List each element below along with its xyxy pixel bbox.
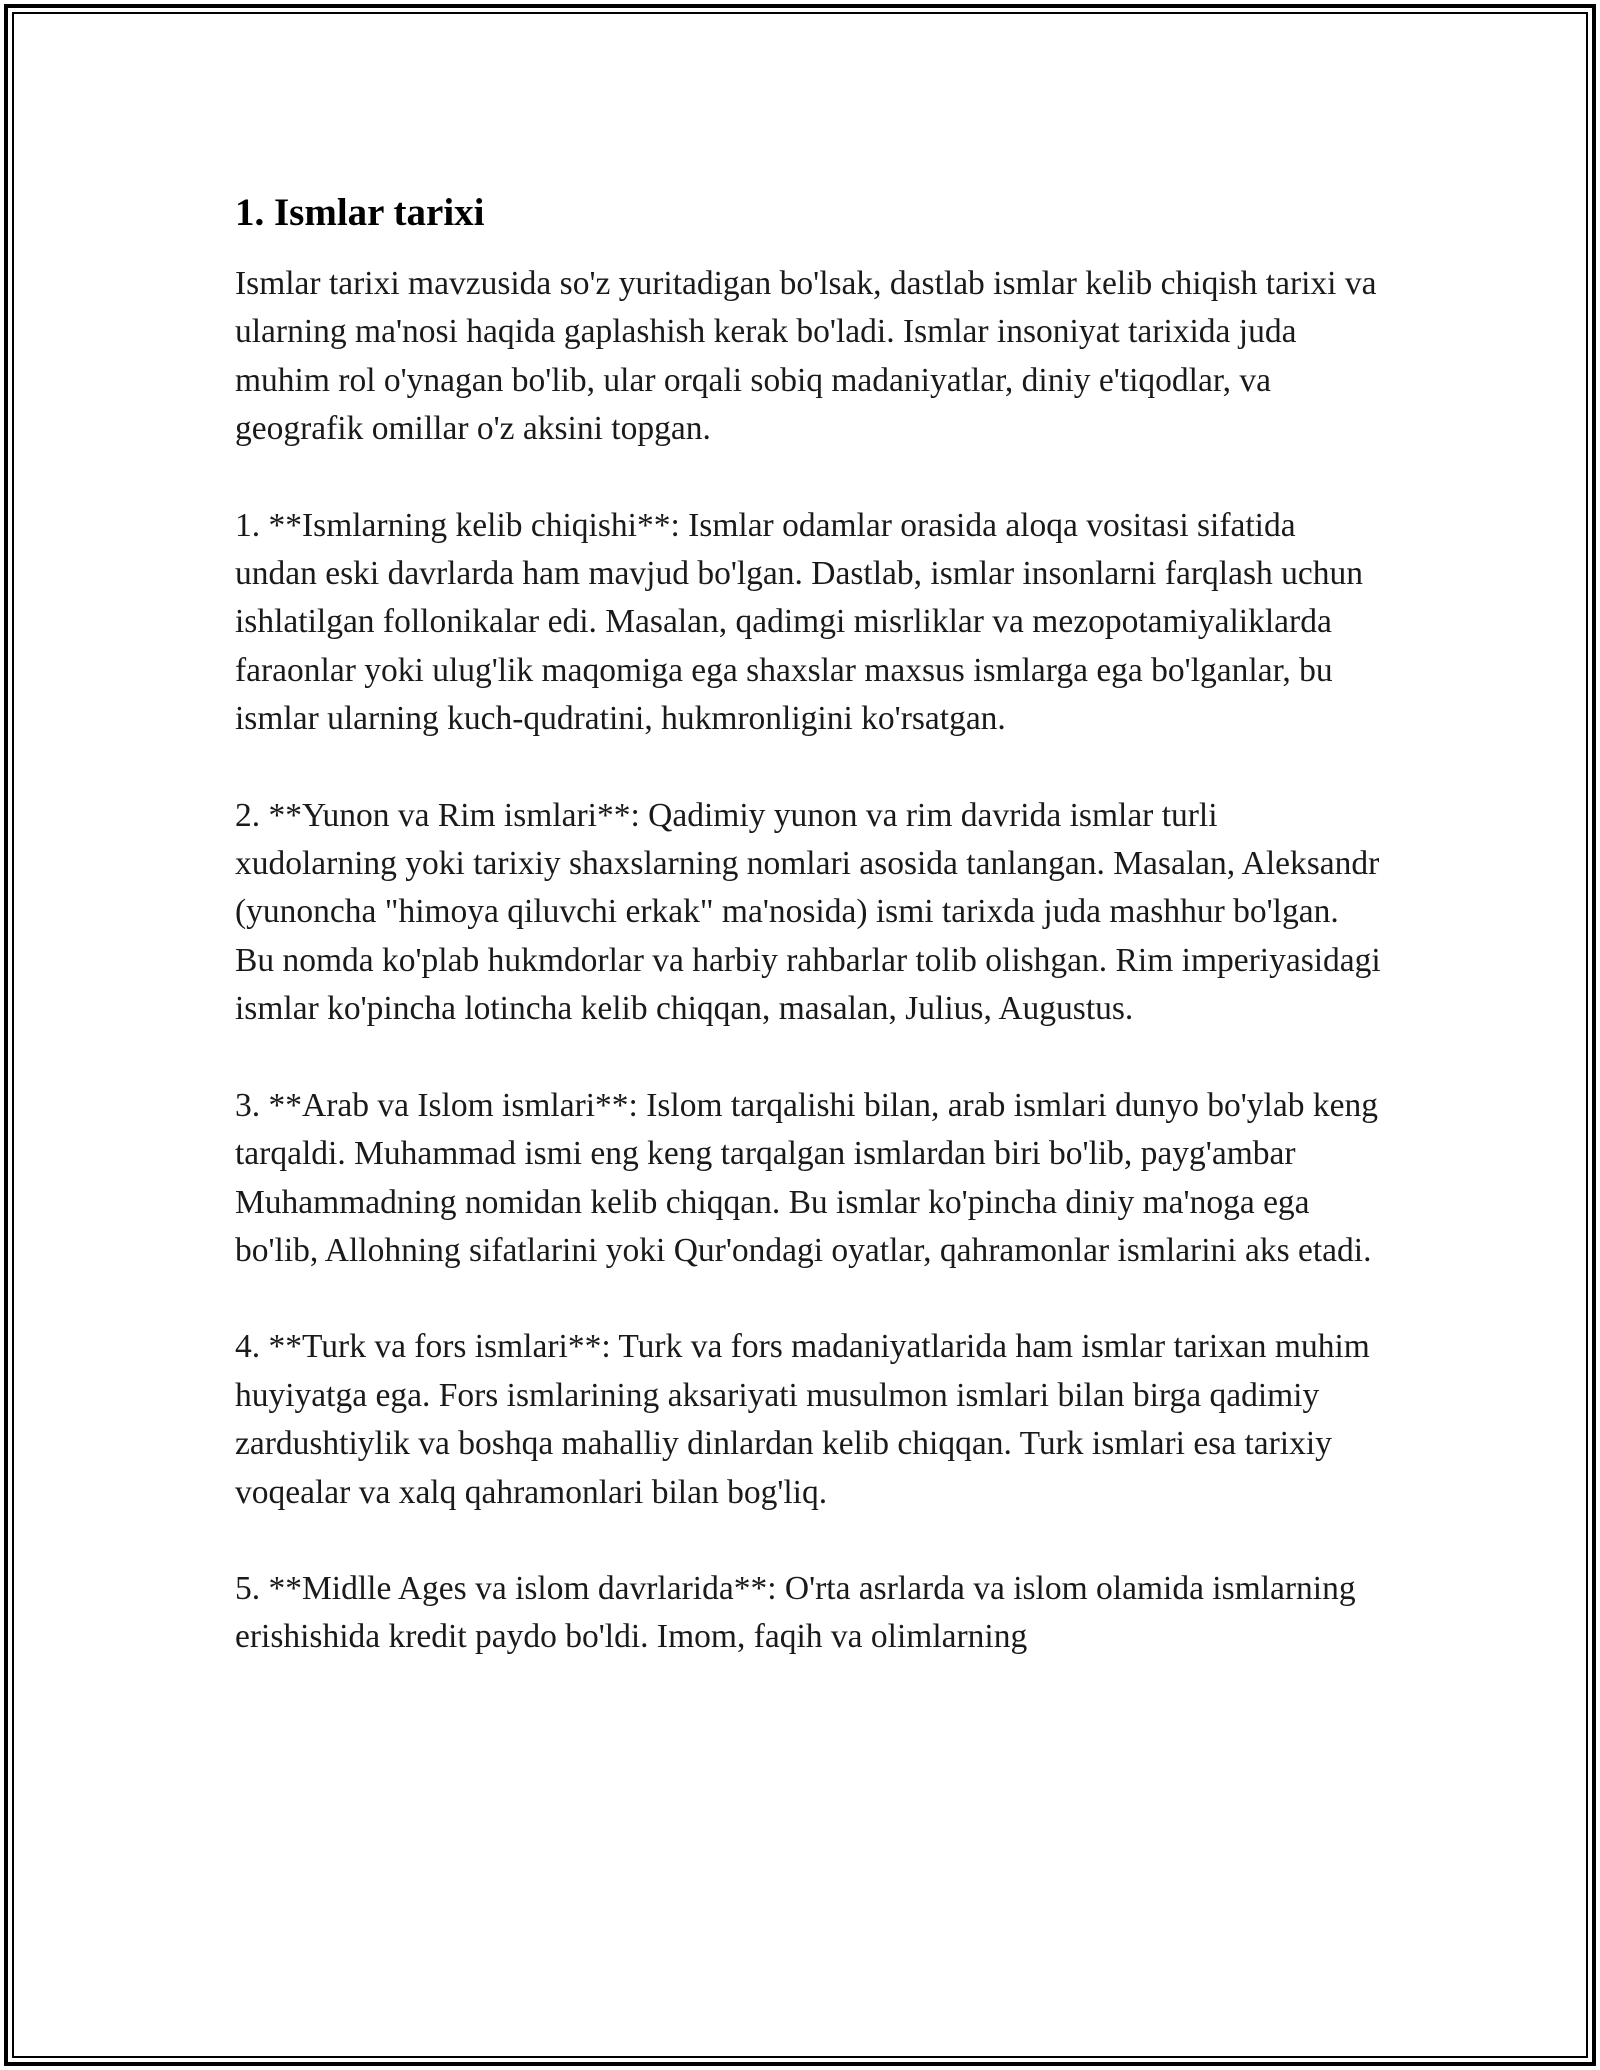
document-body [235,188,1385,1710]
paragraph-item-5: 5. **Midlle Ages va islom davrlarida**: O'rta asrlarda va islom olamida ismlarning erishishida kredit paydo bo'ldi. Imom, faqih va olimlarning [235,1569,1356,1656]
paragraph-item-1: 1. **Ismlarning kelib chiqishi**: Ismlar odamlar orasida aloqa vositasi sifatida undan eski davrlarda ham mavjud bo'lgan. Dastlab, ismlar insonlarni farqlash uchun ishlatilgan follonikalar edi. Masalan, qadimgi misrliklar va mezopotamiyaliklarda faraonlar yoki ulug'lik maqomiga ega shaxslar maxsus ismlarga ega bo'lganlar, bu ismlar ularning kuch-qudratini, hukmronligini ko'rsatgan. [235,506,1363,738]
paragraph-item-2: 2. **Yunon va Rim ismlari**: Qadimiy yunon va rim davrida ismlar turli xudolarning yoki tarixiy shaxslarning nomlari asosida tanlangan. Masalan, Aleksandr (yunoncha "himoya qiluvchi erkak" ma'nosida) ismi tarixda juda mashhur bo'lgan. Bu nomda ko'plab hukmdorlar va harbiy rahbarlar tolib olishgan. Rim imperiyasidagi ismlar ko'pincha lotincha kelib chiqqan, masalan, Julius, Augustus. [235,796,1381,1028]
paragraph-intro: Ismlar tarixi mavzusida so'z yuritadigan bo'lsak, dastlab ismlar kelib chiqish tarixi va ularning ma'nosi haqida gaplashish kerak bo'ladi. Ismlar insoniyat tarixida juda muhim rol o'ynagan bo'lib, ular orqali sobiq madaniyatlar, diniy e'tiqodlar, va geografik omillar o'z aksini topgan. [235,265,1377,448]
document-title: 1. Ismlar tarixi [235,191,485,234]
paragraph-item-3: 3. **Arab va Islom ismlari**: Islom tarqalishi bilan, arab ismlari dunyo bo'ylab keng tarqaldi. Muhammad ismi eng keng tarqalgan ismlardan biri bo'lib, payg'ambar Muhammadning nomidan kelib chiqqan. Bu ismlar ko'pincha diniy ma'noga ega bo'lib, Allohning sifatlarini yoki Qur'ondagi oyatlar, qahramonlar ismlarini aks etadi. [235,1086,1378,1269]
paragraph-item-4: 4. **Turk va fors ismlari**: Turk va fors madaniyatlarida ham ismlar tarixan muhim huyiyatga ega. Fors ismlarining aksariyati musulmon ismlari bilan birga qadimiy zardushtiylik va boshqa mahalliy dinlardan kelib chiqqan. Turk ismlari esa tarixiy voqealar va xalq qahramonlari bilan bog'liq. [235,1328,1370,1511]
